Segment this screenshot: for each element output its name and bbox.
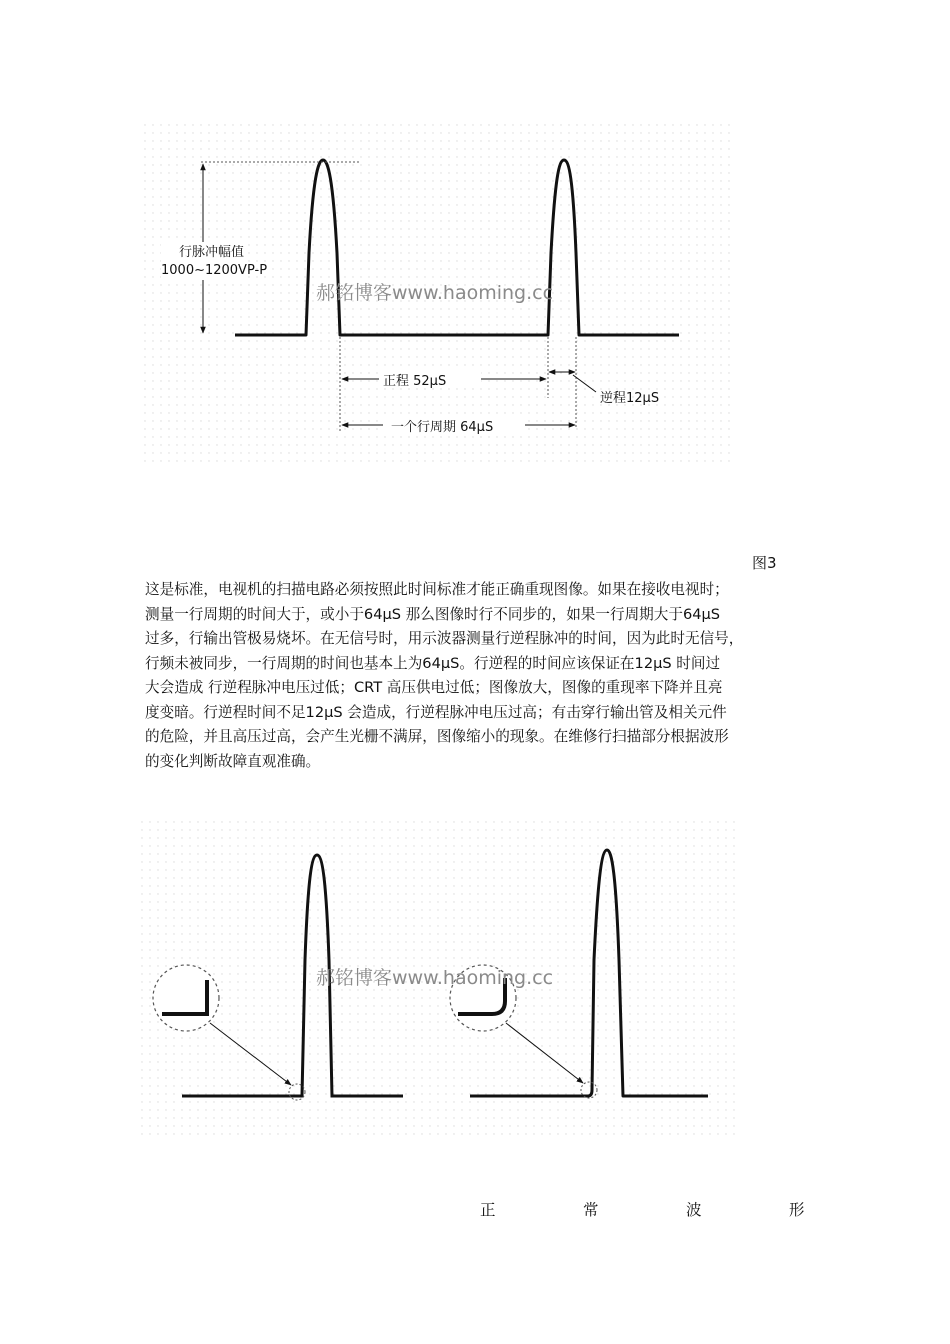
watermark: 郝铭博客www.haoming.cc [316,967,554,989]
paragraph-line: 的危险，并且高压过高，会产生光栅不满屏，图像缩小的现象。在维修行扫描部分根据波形 [145,728,729,745]
paragraph-line: 的变化判断故障直观准确。 [145,752,321,770]
waveform-figure-2 [140,820,736,1138]
left-zoom-circle [153,965,219,1031]
amplitude-label-line2: 1000~1200VP-P [161,263,268,278]
waveform-figure-1 [143,123,736,463]
retrace-label: 逆程12μS [600,391,660,406]
paragraph-line: 测量一行周期的时间大于，或小于64μS 那么图像时行不同步的，如果一行周期大于64μS [145,605,721,623]
caption-char: 波 [686,1201,702,1219]
body-paragraph [145,578,810,774]
period-label: 一个行周期 64μS [391,420,494,435]
paragraph-line: 行频未被同步，一行周期的时间也基本上为64μS。行逆程的时间应该保证在12μS 时间过 [145,654,721,672]
forward-label: 正程 52μS [383,374,447,389]
caption-char: 形 [789,1201,805,1219]
paragraph-line: 度变暗。行逆程时间不足12μS 会造成，行逆程脉冲电压过高；有击穿行输出管及相关元件 [145,703,727,721]
paragraph-line: 过多，行输出管极易烧坏。在无信号时，用示波器测量行逆程脉冲的时间，因为此时无信号， [145,630,744,647]
amplitude-label-line1: 行脉冲幅值 [179,245,245,260]
paragraph-line: 这是标准，电视机的扫描电路必须按照此时间标准才能正确重现图像。如果在接收电视时； [145,581,729,598]
figure-caption: 图3 [752,554,777,572]
watermark: 郝铭博客www.haoming.cc [316,282,554,304]
caption-char: 正 [480,1201,496,1219]
paragraph-line: 大会造成 行逆程脉冲电压过低；CRT 高压供电过低；图像放大，图像的重现率下降并且亮 [145,679,723,696]
caption-char: 常 [583,1201,599,1219]
